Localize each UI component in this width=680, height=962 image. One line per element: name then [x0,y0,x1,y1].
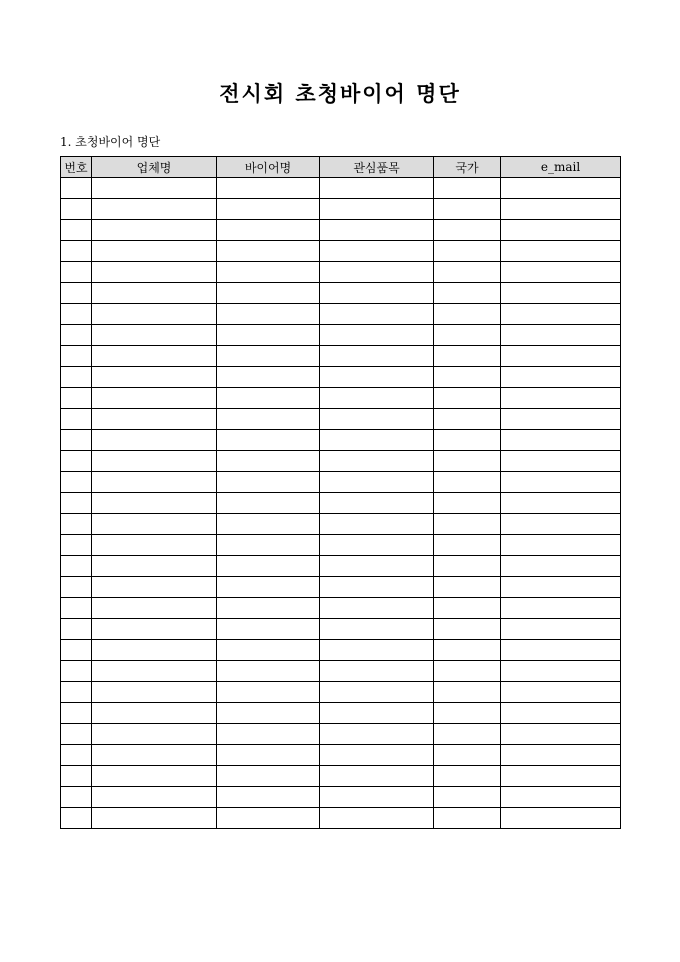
cell-email[interactable] [501,451,621,472]
cell-number[interactable] [61,661,92,682]
cell-buyer-name[interactable] [217,220,320,241]
cell-country[interactable] [434,199,501,220]
cell-buyer-name[interactable] [217,682,320,703]
cell-email[interactable] [501,514,621,535]
cell-country[interactable] [434,535,501,556]
cell-buyer-name[interactable] [217,346,320,367]
cell-country[interactable] [434,262,501,283]
cell-email[interactable] [501,346,621,367]
cell-company[interactable] [92,745,217,766]
cell-buyer-name[interactable] [217,640,320,661]
cell-company[interactable] [92,241,217,262]
cell-company[interactable] [92,325,217,346]
cell-buyer-name[interactable] [217,703,320,724]
table-row [61,220,621,241]
cell-company[interactable] [92,283,217,304]
document-title: 전시회 초청바이어 명단 [219,81,461,106]
cell-buyer-name[interactable] [217,535,320,556]
cell-items-of-interest[interactable] [320,388,434,409]
cell-buyer-name[interactable] [217,199,320,220]
cell-country[interactable] [434,220,501,241]
table-row [61,493,621,514]
table-row [61,199,621,220]
cell-buyer-name[interactable] [217,325,320,346]
table-row [61,430,621,451]
cell-number[interactable] [61,409,92,430]
cell-email[interactable] [501,241,621,262]
cell-items-of-interest[interactable] [320,703,434,724]
cell-email[interactable] [501,304,621,325]
table-row [61,577,621,598]
cell-company[interactable] [92,598,217,619]
cell-company[interactable] [92,388,217,409]
cell-items-of-interest[interactable] [320,409,434,430]
cell-email[interactable] [501,535,621,556]
cell-number[interactable] [61,556,92,577]
cell-company[interactable] [92,493,217,514]
cell-email[interactable] [501,556,621,577]
cell-email[interactable] [501,199,621,220]
cell-country[interactable] [434,388,501,409]
table-row [61,703,621,724]
cell-email[interactable] [501,220,621,241]
cell-items-of-interest[interactable] [320,283,434,304]
table-row [61,745,621,766]
cell-number[interactable] [61,472,92,493]
cell-email[interactable] [501,766,621,787]
cell-email[interactable] [501,619,621,640]
cell-items-of-interest[interactable] [320,451,434,472]
cell-country[interactable] [434,682,501,703]
cell-buyer-name[interactable] [217,787,320,808]
cell-buyer-name[interactable] [217,493,320,514]
cell-country[interactable] [434,430,501,451]
cell-email[interactable] [501,787,621,808]
cell-company[interactable] [92,766,217,787]
cell-number[interactable] [61,430,92,451]
table-row [61,640,621,661]
cell-company[interactable] [92,682,217,703]
buyer-list-table [60,156,621,829]
cell-number[interactable] [61,640,92,661]
cell-country[interactable] [434,409,501,430]
cell-buyer-name[interactable] [217,388,320,409]
table-row [61,367,621,388]
cell-buyer-name[interactable] [217,430,320,451]
cell-buyer-name[interactable] [217,178,320,199]
cell-items-of-interest[interactable] [320,598,434,619]
cell-items-of-interest[interactable] [320,787,434,808]
cell-country[interactable] [434,367,501,388]
column-header-buyer-name: 바이어명 [217,157,320,178]
cell-company[interactable] [92,304,217,325]
cell-company[interactable] [92,409,217,430]
cell-buyer-name[interactable] [217,577,320,598]
cell-items-of-interest[interactable] [320,661,434,682]
cell-country[interactable] [434,514,501,535]
cell-country[interactable] [434,808,501,829]
cell-items-of-interest[interactable] [320,808,434,829]
cell-number[interactable] [61,514,92,535]
table-row [61,346,621,367]
cell-country[interactable] [434,661,501,682]
table-row [61,451,621,472]
table-row [61,241,621,262]
cell-company[interactable] [92,430,217,451]
cell-buyer-name[interactable] [217,409,320,430]
cell-company[interactable] [92,367,217,388]
table-row [61,409,621,430]
table-row [61,262,621,283]
cell-number[interactable] [61,388,92,409]
cell-company[interactable] [92,220,217,241]
cell-email[interactable] [501,409,621,430]
cell-items-of-interest[interactable] [320,619,434,640]
cell-buyer-name[interactable] [217,598,320,619]
cell-country[interactable] [434,241,501,262]
cell-number[interactable] [61,808,92,829]
cell-buyer-name[interactable] [217,472,320,493]
cell-email[interactable] [501,661,621,682]
cell-buyer-name[interactable] [217,745,320,766]
cell-number[interactable] [61,178,92,199]
cell-buyer-name[interactable] [217,367,320,388]
cell-number[interactable] [61,787,92,808]
cell-number[interactable] [61,682,92,703]
cell-country[interactable] [434,766,501,787]
cell-country[interactable] [434,745,501,766]
table-row [61,661,621,682]
cell-email[interactable] [501,577,621,598]
cell-country[interactable] [434,640,501,661]
cell-number[interactable] [61,745,92,766]
cell-company[interactable] [92,619,217,640]
cell-buyer-name[interactable] [217,262,320,283]
table-body [61,178,621,829]
cell-country[interactable] [434,304,501,325]
table-header-row [61,157,621,178]
cell-items-of-interest[interactable] [320,241,434,262]
table-row [61,619,621,640]
table-row [61,472,621,493]
cell-company[interactable] [92,199,217,220]
table-row [61,388,621,409]
cell-country[interactable] [434,787,501,808]
cell-items-of-interest[interactable] [320,745,434,766]
cell-email[interactable] [501,430,621,451]
cell-number[interactable] [61,598,92,619]
cell-buyer-name[interactable] [217,724,320,745]
cell-number[interactable] [61,766,92,787]
cell-email[interactable] [501,367,621,388]
cell-country[interactable] [434,325,501,346]
cell-email[interactable] [501,493,621,514]
cell-number[interactable] [61,304,92,325]
cell-country[interactable] [434,556,501,577]
cell-buyer-name[interactable] [217,661,320,682]
cell-items-of-interest[interactable] [320,766,434,787]
cell-number[interactable] [61,493,92,514]
cell-company[interactable] [92,640,217,661]
cell-number[interactable] [61,367,92,388]
cell-number[interactable] [61,451,92,472]
cell-number[interactable] [61,535,92,556]
cell-country[interactable] [434,472,501,493]
cell-items-of-interest[interactable] [320,577,434,598]
cell-items-of-interest[interactable] [320,199,434,220]
table-row [61,766,621,787]
cell-number[interactable] [61,346,92,367]
cell-items-of-interest[interactable] [320,304,434,325]
cell-email[interactable] [501,388,621,409]
cell-number[interactable] [61,724,92,745]
cell-company[interactable] [92,661,217,682]
cell-number[interactable] [61,283,92,304]
cell-company[interactable] [92,178,217,199]
cell-email[interactable] [501,178,621,199]
cell-buyer-name[interactable] [217,283,320,304]
table-row [61,598,621,619]
table-row [61,682,621,703]
column-header-email: e_mail [501,157,621,178]
cell-email[interactable] [501,472,621,493]
cell-buyer-name[interactable] [217,766,320,787]
cell-number[interactable] [61,325,92,346]
cell-buyer-name[interactable] [217,619,320,640]
cell-buyer-name[interactable] [217,304,320,325]
cell-company[interactable] [92,535,217,556]
cell-email[interactable] [501,724,621,745]
cell-company[interactable] [92,472,217,493]
cell-items-of-interest[interactable] [320,430,434,451]
column-header-number: 번호 [61,157,92,178]
cell-buyer-name[interactable] [217,514,320,535]
cell-country[interactable] [434,619,501,640]
cell-items-of-interest[interactable] [320,640,434,661]
cell-country[interactable] [434,577,501,598]
table-row [61,535,621,556]
cell-email[interactable] [501,682,621,703]
column-header-company: 업체명 [92,157,217,178]
cell-company[interactable] [92,556,217,577]
cell-company[interactable] [92,577,217,598]
table-row [61,178,621,199]
section-heading: 1. 초청바이어 명단 [60,135,161,149]
column-header-items-of-interest: 관심품목 [320,157,434,178]
cell-buyer-name[interactable] [217,556,320,577]
cell-number[interactable] [61,262,92,283]
cell-number[interactable] [61,703,92,724]
cell-country[interactable] [434,178,501,199]
cell-email[interactable] [501,325,621,346]
column-header-country: 국가 [434,157,501,178]
cell-email[interactable] [501,808,621,829]
table-row [61,325,621,346]
cell-country[interactable] [434,346,501,367]
cell-email[interactable] [501,598,621,619]
cell-email[interactable] [501,283,621,304]
cell-items-of-interest[interactable] [320,514,434,535]
cell-company[interactable] [92,514,217,535]
cell-buyer-name[interactable] [217,808,320,829]
cell-number[interactable] [61,577,92,598]
cell-items-of-interest[interactable] [320,535,434,556]
table-row [61,283,621,304]
cell-items-of-interest[interactable] [320,220,434,241]
cell-number[interactable] [61,199,92,220]
cell-items-of-interest[interactable] [320,682,434,703]
cell-items-of-interest[interactable] [320,724,434,745]
table-row [61,304,621,325]
cell-country[interactable] [434,493,501,514]
cell-items-of-interest[interactable] [320,493,434,514]
cell-email[interactable] [501,640,621,661]
cell-email[interactable] [501,745,621,766]
cell-items-of-interest[interactable] [320,472,434,493]
cell-items-of-interest[interactable] [320,325,434,346]
cell-country[interactable] [434,703,501,724]
cell-buyer-name[interactable] [217,241,320,262]
cell-country[interactable] [434,451,501,472]
cell-items-of-interest[interactable] [320,262,434,283]
cell-company[interactable] [92,346,217,367]
cell-items-of-interest[interactable] [320,367,434,388]
cell-number[interactable] [61,241,92,262]
cell-items-of-interest[interactable] [320,346,434,367]
cell-country[interactable] [434,283,501,304]
cell-company[interactable] [92,703,217,724]
table-row [61,787,621,808]
cell-company[interactable] [92,262,217,283]
cell-company[interactable] [92,724,217,745]
table-row [61,808,621,829]
cell-email[interactable] [501,262,621,283]
cell-country[interactable] [434,598,501,619]
cell-number[interactable] [61,619,92,640]
cell-items-of-interest[interactable] [320,178,434,199]
table-row [61,514,621,535]
cell-number[interactable] [61,220,92,241]
cell-items-of-interest[interactable] [320,556,434,577]
table-row [61,556,621,577]
cell-email[interactable] [501,703,621,724]
cell-company[interactable] [92,808,217,829]
table-row [61,724,621,745]
cell-country[interactable] [434,724,501,745]
cell-buyer-name[interactable] [217,451,320,472]
cell-company[interactable] [92,787,217,808]
cell-company[interactable] [92,451,217,472]
